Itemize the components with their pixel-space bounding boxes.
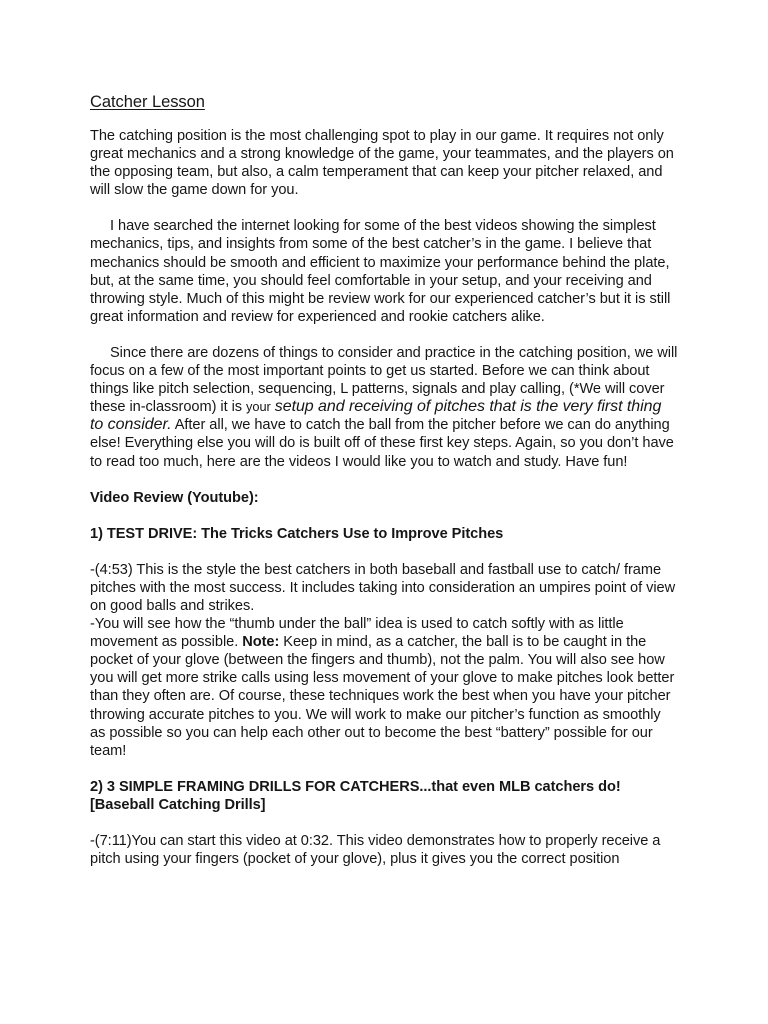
video-1-details bbox=[90, 615, 678, 760]
video-1-description: -(4:53) This is the style the best catchers in both baseball and fastball use to catch/ frame pitches with the most success. It includes taking into consideration an umpires point of view on good balls and strikes. bbox=[90, 561, 676, 614]
focus-points-paragraph bbox=[90, 344, 678, 471]
video-1-note-label: Note: bbox=[242, 634, 280, 651]
video-review-heading: Video Review (Youtube): bbox=[90, 489, 259, 506]
focus-points-text-end: After all, we have to catch the ball from the pitcher before we can do anything else! Everything else you will do is built off of these first key steps. Again, so you don’t have to read too much, here are the videos I would like you to watch and study. Have fun! bbox=[90, 417, 674, 470]
video-1-details-end: Keep in mind, as a catcher, the ball is to be caught in the pocket of your glove (between the fingers and thumb), not the palm. You will also see how you will get more strike calls using less movement of your glove to make pitches look better than they often are. Of course, these techniques work the best when you have your pitcher throwing accurate pitches to you. We will work to make our pitcher’s function as smoothly as possible so you can help each other out to become the best “battery” possible for our team! bbox=[90, 634, 675, 759]
focus-points-emphasis: setup and receiving of pitches that is the very first thing to consider. bbox=[90, 398, 662, 434]
internet-search-paragraph: I have searched the internet looking for some of the best videos showing the simplest mechanics, tips, and insights from some of the best catcher’s in the game. I believe that mechanics should be smooth and efficient to maximize your performance behind the plate, but, at the same time, you should feel comfortable in your setup, and your receiving and throwing style. Much of this might be review work for our experienced catcher’s but it is still great information and review for experienced and rookie catchers alike. bbox=[90, 218, 671, 325]
document-body bbox=[90, 91, 678, 868]
focus-points-your: your bbox=[246, 399, 271, 415]
document-title: Catcher Lesson bbox=[90, 93, 205, 111]
video-2-description: -(7:11)You can start this video at 0:32. This video demonstrates how to properly receive a pitch using your fingers (pocket of your glove), plus it gives you the correct position bbox=[90, 833, 661, 868]
focus-points-text-start: Since there are dozens of things to consider and practice in the catching position, we will focus on a few of the most important points to get us started. Before we can think about things like pitch selection, sequencing, L patterns, signals and play calling, (*We will cover these in-classroom) it is bbox=[90, 344, 678, 416]
video-2-heading: 2) 3 SIMPLE FRAMING DRILLS FOR CATCHERS...that even MLB catchers do! [Baseball Catching Drills] bbox=[90, 778, 621, 813]
video-1-heading: 1) TEST DRIVE: The Tricks Catchers Use to Improve Pitches bbox=[90, 525, 504, 542]
video-1-details-start: -You will see how the “thumb under the ball” idea is used to catch softly with as little movement as possible. bbox=[90, 616, 624, 651]
intro-paragraph: The catching position is the most challenging spot to play in our game. It requires not only great mechanics and a strong knowledge of the game, your teammates, and the players on the opposing team, but also, a calm temperament that can keep your pitcher relaxed, and will slow the game down for you. bbox=[90, 128, 674, 199]
